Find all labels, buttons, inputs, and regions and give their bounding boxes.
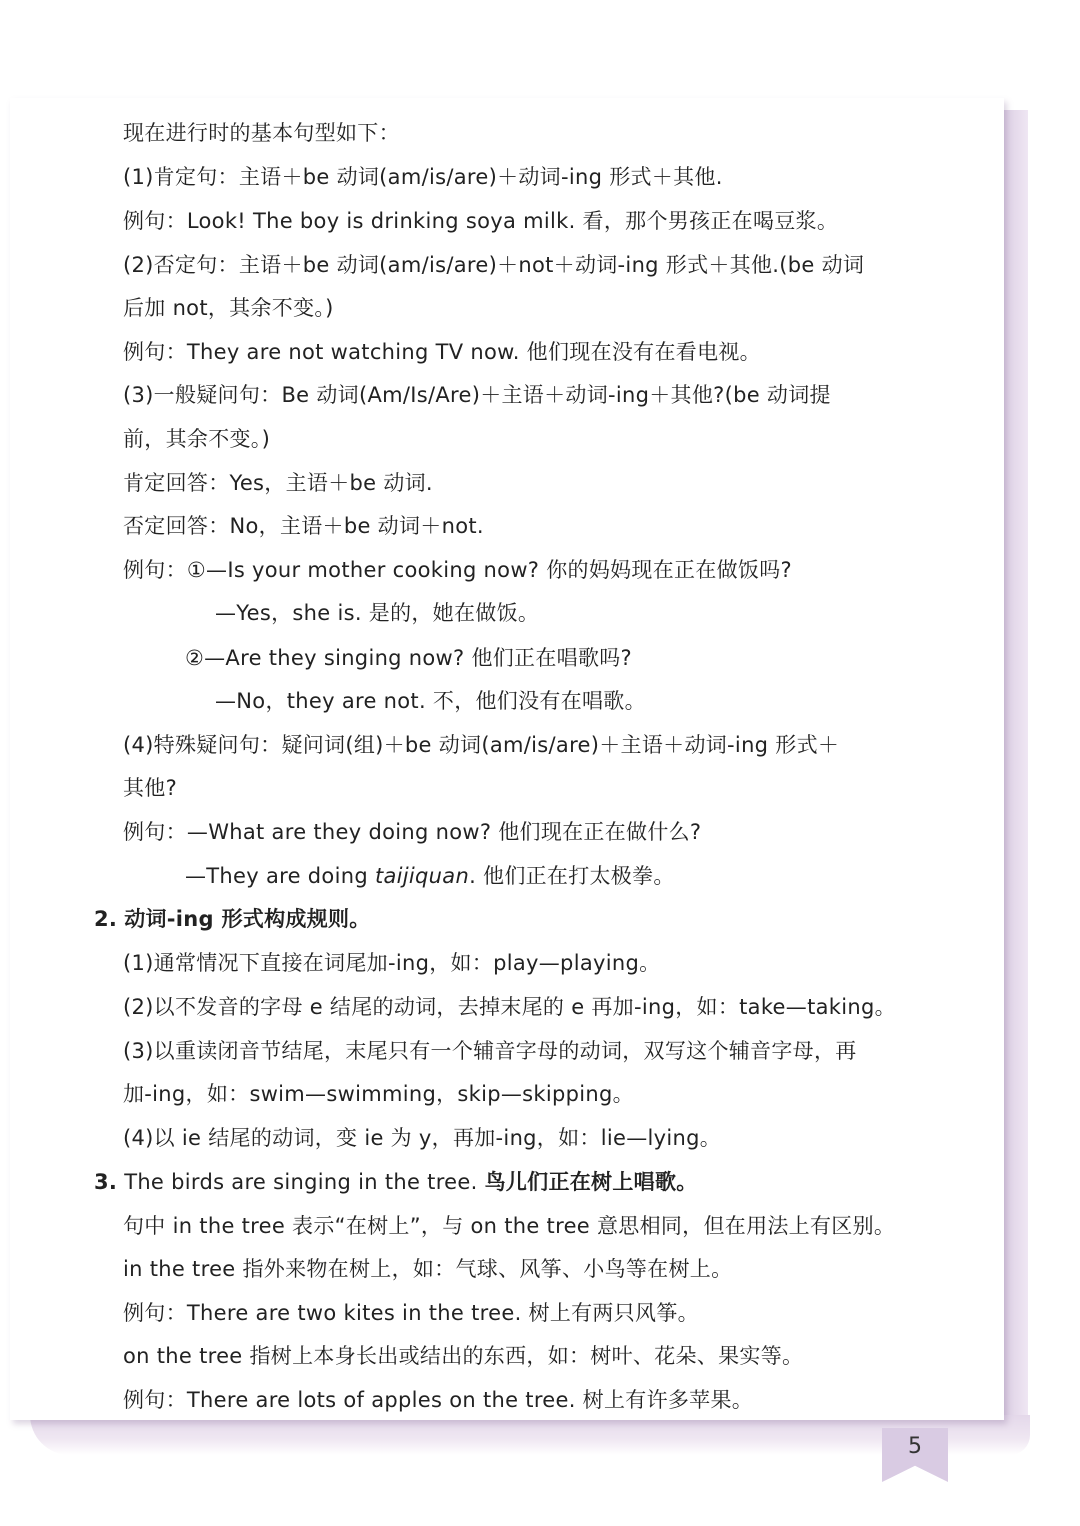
text-line: ②—Are they singing now? 他们正在唱歌吗? xyxy=(185,646,632,670)
section-number: 3. xyxy=(94,1170,118,1194)
text-line: 例句：—What are they doing now? 他们现在正在做什么? xyxy=(123,820,702,844)
italic-term: taijiquan xyxy=(374,864,470,888)
section-heading xyxy=(94,904,371,934)
text-line: —No，they are not. 不，他们没有在唱歌。 xyxy=(215,689,646,713)
text-line: 其他? xyxy=(123,776,178,800)
document-page xyxy=(10,98,1004,1420)
section-title: 动词-ing 形式构成规则。 xyxy=(124,907,371,931)
text-line: (4)以 ie 结尾的动词，变 ie 为 y，再加-ing，如：lie—lying。 xyxy=(123,1126,722,1150)
section-translation: 鸟儿们正在树上唱歌。 xyxy=(484,1170,698,1194)
text-line: (3)一般疑问句：Be 动词(Am/Is/Are)＋主语＋动词-ing＋其他?(be 动词提 xyxy=(123,383,831,407)
text-line: (3)以重读闭音节结尾，末尾只有一个辅音字母的动词，双写这个辅音字母，再 xyxy=(123,1039,857,1063)
text-span: —They are doing xyxy=(185,864,375,888)
text-line: 否定回答：No，主语＋be 动词＋not. xyxy=(123,514,484,538)
text-line: 现在进行时的基本句型如下： xyxy=(123,121,400,145)
text-line: (2)以不发音的字母 e 结尾的动词，去掉末尾的 e 再加-ing，如：take—taking。 xyxy=(123,995,896,1019)
text-line: 后加 not，其余不变。) xyxy=(123,296,334,320)
text-line: (1)肯定句：主语＋be 动词(am/is/are)＋动词-ing 形式＋其他. xyxy=(123,165,723,189)
text-line: 例句：There are two kites in the tree. 树上有两只风筝。 xyxy=(123,1301,699,1325)
text-line: (1)通常情况下直接在词尾加-ing，如：play—playing。 xyxy=(123,951,661,975)
text-line: on the tree 指树上本身长出或结出的东西，如：树叶、花朵、果实等。 xyxy=(123,1344,804,1368)
text-span: . 他们正在打太极拳。 xyxy=(469,864,675,888)
text-line: 例句：They are not watching TV now. 他们现在没有在看电视。 xyxy=(123,340,761,364)
text-line: (2)否定句：主语＋be 动词(am/is/are)＋not＋动词-ing 形式＋其他.(be 动词 xyxy=(123,253,865,277)
text-line xyxy=(185,861,675,891)
text-line: 肯定回答：Yes，主语＋be 动词. xyxy=(123,471,433,495)
text-line: 例句：There are lots of apples on the tree. 树上有许多苹果。 xyxy=(123,1388,754,1412)
text-line: in the tree 指外来物在树上，如：气球、风筝、小鸟等在树上。 xyxy=(123,1257,733,1281)
text-line: 句中 in the tree 表示“在树上”，与 on the tree 意思相同，但在用法上有区别。 xyxy=(123,1214,896,1238)
page-bottom-shadow xyxy=(30,1415,1030,1455)
text-line: (4)特殊疑问句：疑问词(组)＋be 动词(am/is/are)＋主语＋动词-ing 形式＋ xyxy=(123,733,840,757)
section-number: 2. xyxy=(94,907,118,931)
section-heading xyxy=(94,1167,698,1197)
text-line: —Yes，she is. 是的，她在做饭。 xyxy=(215,601,540,625)
text-line: 加-ing，如：swim—swimming，skip—skipping。 xyxy=(123,1082,634,1106)
text-line: 例句：Look! The boy is drinking soya milk. 看，那个男孩正在喝豆浆。 xyxy=(123,209,839,233)
text-line: 前，其余不变。) xyxy=(123,427,271,451)
section-sentence: The birds are singing in the tree. xyxy=(124,1170,485,1194)
page-number: 5 xyxy=(908,1434,922,1459)
page-edge-shadow xyxy=(1004,110,1028,1430)
text-line: 例句：①—Is your mother cooking now? 你的妈妈现在正在做饭吗? xyxy=(123,558,792,582)
